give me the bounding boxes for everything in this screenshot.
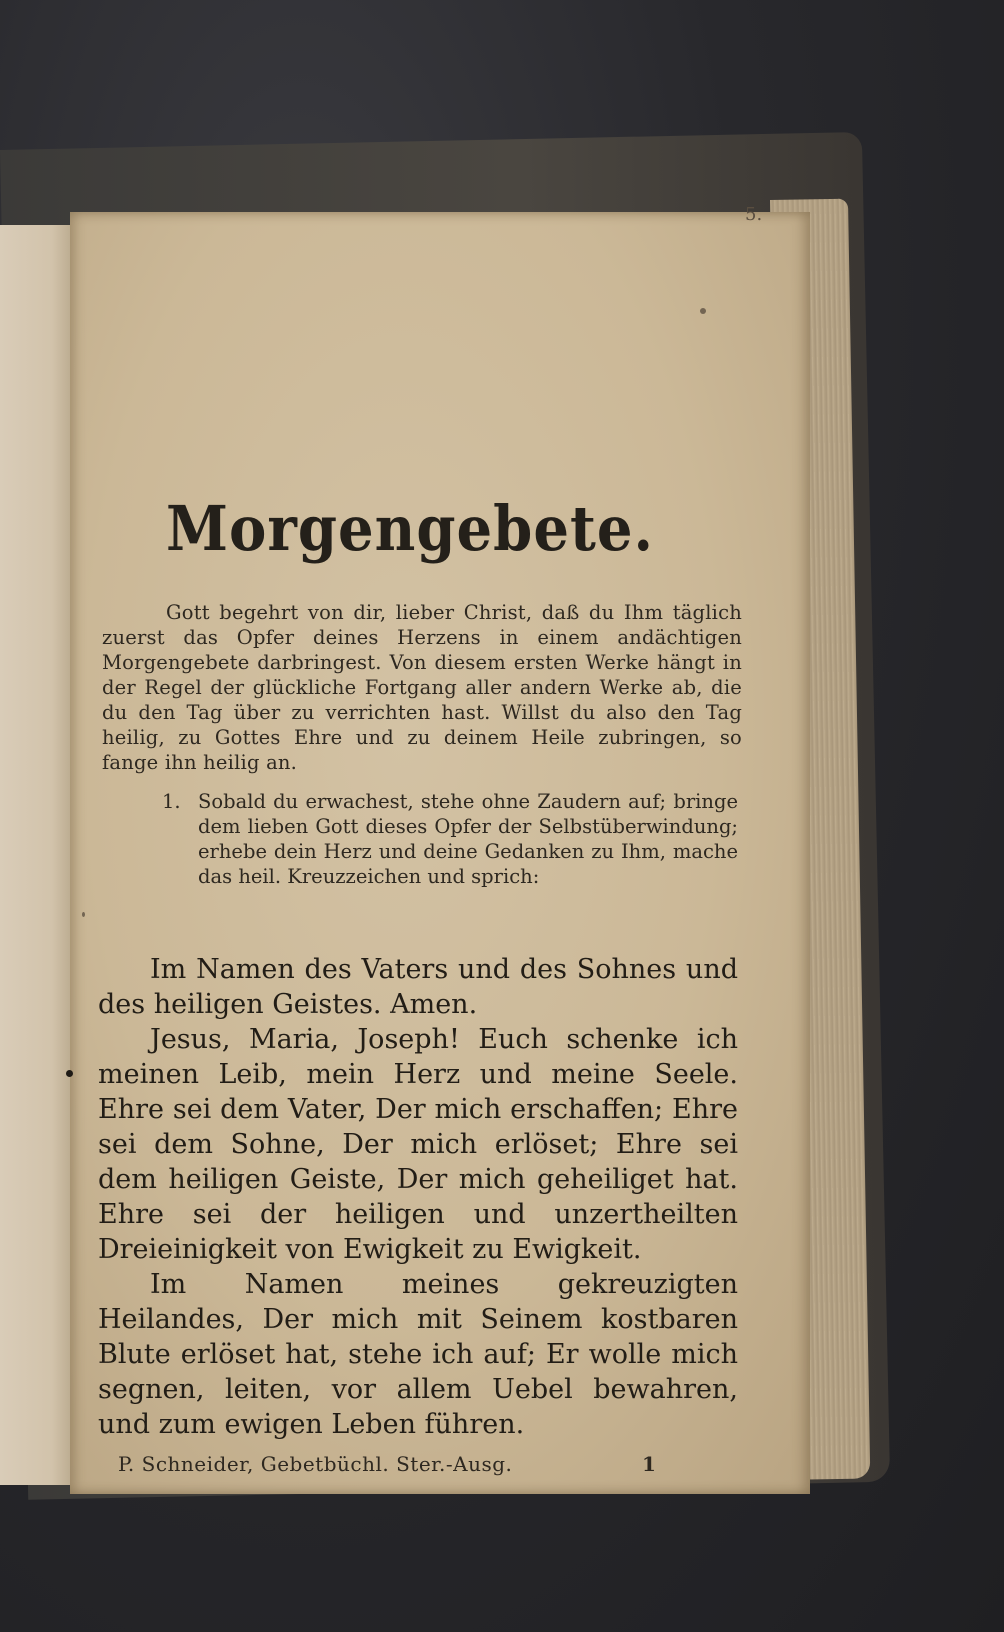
instruction-number: 1. [162,790,181,813]
margin-dot [66,1070,73,1077]
book-page [70,204,810,1494]
intro-paragraph: Gott begehrt von dir, lieber Christ, daß du Ihm täglich zuerst das Opfer deines Herzens in einem andächtigen Morgengebete darbringest. Von diesem ersten Werke hängt in der Regel der glückliche Fortgang aller andern Werke ab, die du den Tag über zu verrichten hast. Willst du also den Tag heilig, zu Gottes Ehre und zu deinem Heile zubringen, so fange ihn heilig an. [102,601,742,774]
footer-signature: 1 [642,1452,656,1476]
prayer-rising: Im Namen meines gekreuzigten Heilandes, Der mich mit Seinem kostbaren Blute erlöset hat, stehe ich auf; Er wolle mich segnen, leiten, vor allem Uebel bewahren, und zum ewigen Leben führen. [98,1269,738,1440]
instruction-paragraph: Sobald du erwachest, stehe ohne Zaudern auf; bringe dem lieben Gott dieses Opfer der Selbstüberwindung; erhebe dein Herz und deine Gedanken zu Ihm, mache das heil. Kreuzzeichen und sprich: [198,790,738,888]
ink-speck [82,912,85,917]
page-title: Morgengebete. [166,492,654,566]
ink-speck [700,308,706,314]
corner-mark: 5. [745,204,763,225]
prayer-offering: Jesus, Maria, Joseph! Euch schenke ich meinen Leib, mein Herz und meine Seele. Ehre sei dem Vater, Der mich erschaffen; Ehre sei dem Sohne, Der mich erlöset; Ehre sei dem heiligen Geiste, Der mich geheiliget hat. Ehre sei der heiligen und unzertheilten Dreieinigkeit von Ewigkeit zu Ewigkeit. [98,1024,738,1265]
prayer-block [98,952,738,1442]
footer-printer-line: P. Schneider, Gebetbüchl. Ster.-Ausg. [118,1452,513,1476]
prayer-sign-of-cross: Im Namen des Vaters und des Sohnes und des heiligen Geistes. Amen. [98,954,738,1020]
facing-page [0,225,74,1485]
